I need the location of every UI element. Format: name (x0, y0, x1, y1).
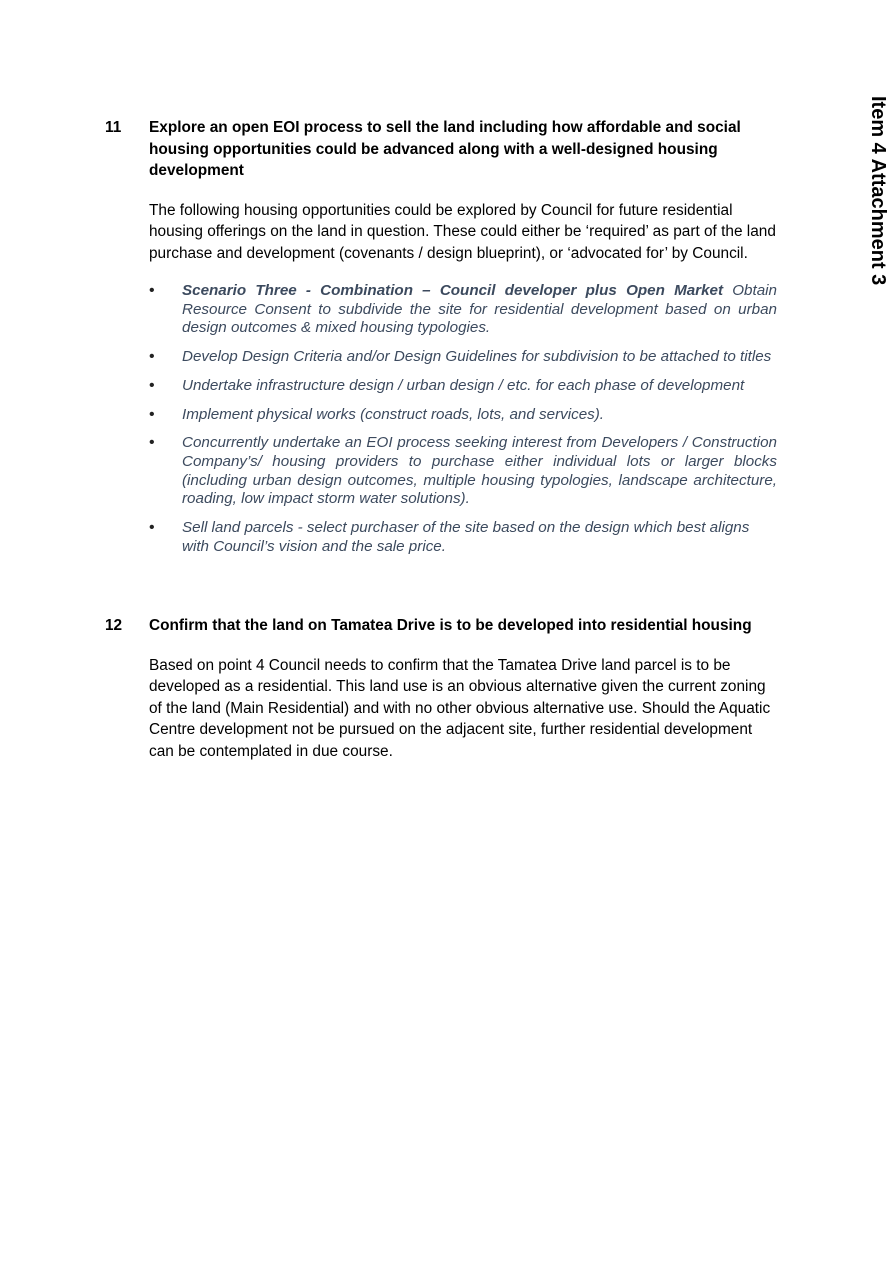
bullet-body-text: Obtain Resource Consent to subdivide the site for residential development based on urban design outcomes & mixed housing typologies. (182, 282, 777, 337)
bullet-text (182, 434, 777, 509)
section-number: 11 (105, 119, 122, 136)
bullet-body-text: Undertake infrastructure design / urban design / etc. for each phase of development (182, 376, 745, 394)
list-item (149, 519, 777, 556)
section-11 (105, 117, 785, 566)
section-heading-text: Confirm that the land on Tamatea Drive is to be developed into residential housing (149, 617, 752, 634)
bullet-icon: • (149, 282, 155, 299)
attachment-side-tab (866, 96, 896, 316)
bullet-icon: • (149, 376, 155, 394)
bullet-text (182, 377, 777, 396)
footer (0, 1266, 880, 1273)
section-number: 12 (105, 617, 123, 634)
section-heading-text: Explore an open EOI process to sell the land including how affordable and social housing opportunities could be advanced along with a well-designed housing development (149, 119, 741, 179)
bullet-icon: • (149, 405, 155, 423)
bullet-body-text: Develop Design Criteria and/or Design Guidelines for subdivision to be attached to titles (182, 348, 772, 366)
list-item (149, 406, 777, 425)
bullet-text (182, 348, 777, 367)
list-item (149, 282, 777, 338)
section-paragraph: The following housing opportunities could be explored by Council for future residential housing offerings on the land in question. These could either be ‘required’ as part of the land purchase and development (covenants / design blueprint), or ‘advocated for’ by Council. (149, 201, 776, 262)
list-item (149, 348, 777, 367)
bullet-text (182, 282, 777, 338)
bullet-list (149, 282, 777, 556)
section-12 (105, 615, 785, 762)
bullet-body-text: Implement physical works (construct roads, lots, and services). (182, 405, 605, 423)
list-item (149, 377, 777, 396)
bullet-body-text: Sell land parcels - select purchaser of the site based on the design which best aligns with Council’s vision and the sale price. (182, 519, 750, 555)
bullet-icon: • (149, 348, 155, 366)
bullet-lead-text: Scenario Three - Combination – Council developer plus Open Market (182, 282, 724, 299)
section-heading (105, 117, 785, 182)
section-paragraph: Based on point 4 Council needs to confirm that the Tamatea Drive land parcel is to be developed as a residential. This land use is an obvious alternative given the current zoning of the land (Main Residential) and with no other obvious alternative use. Should the Aquatic Centre development not be pursued on the adjacent site, further residential development can be contemplated in due course. (149, 656, 771, 760)
attachment-side-tab-text: Item 4 Attachment 3 (867, 96, 889, 286)
bullet-icon: • (149, 434, 155, 452)
bullet-body-text: Concurrently undertake an EOI process seeking interest from Developers / Construction Company’s/ housing providers to purchase either individual lots or larger blocks (including urban design outcomes, multiple housing typologies, landscape architecture, roading, low impact storm water solutions). (182, 434, 777, 508)
bullet-text (182, 519, 777, 556)
list-item (149, 434, 777, 509)
bullet-icon: • (149, 519, 155, 537)
bullet-text (182, 406, 777, 425)
section-heading (105, 615, 785, 637)
